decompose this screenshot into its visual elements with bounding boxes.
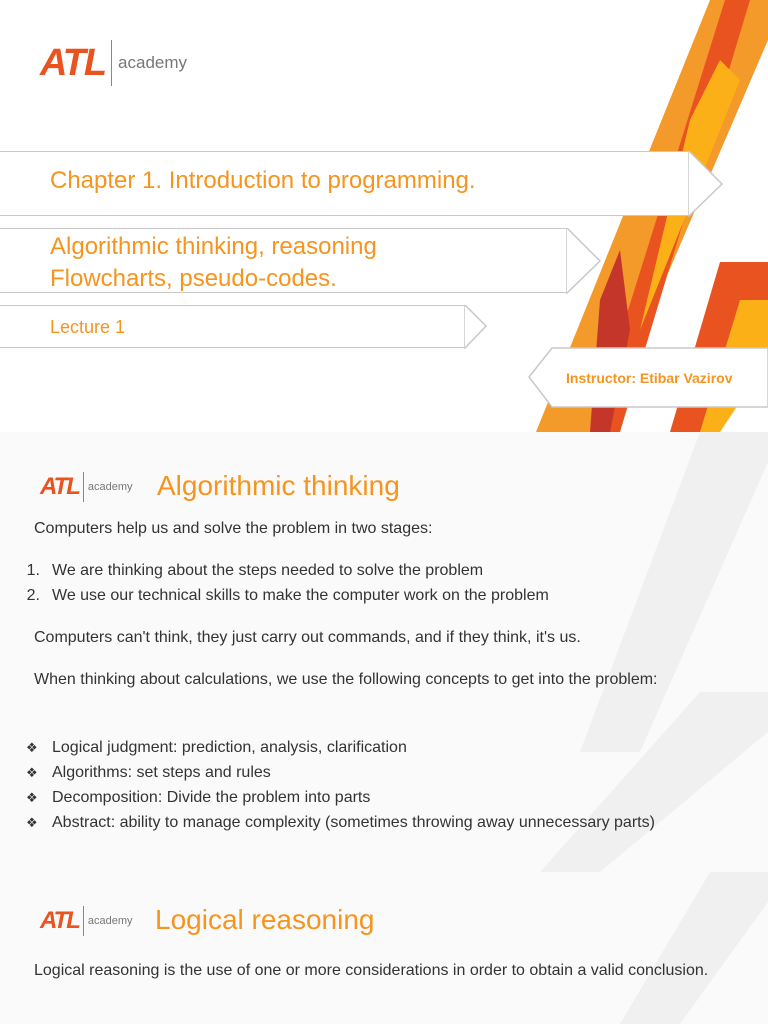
logo-mark: ATL <box>40 41 106 84</box>
item-text: Logical judgment: prediction, analysis, clarification <box>52 739 407 756</box>
logo-word: academy <box>87 915 133 927</box>
list-item <box>14 558 549 583</box>
title-slide <box>0 0 768 432</box>
list-item <box>14 583 549 608</box>
intro-text: Computers help us and solve the problem in two stages: <box>34 520 433 537</box>
heading-algorithmic-thinking: Algorithmic thinking <box>157 470 400 501</box>
topic-banner <box>0 228 568 293</box>
item-number: 1. <box>26 562 40 579</box>
content-slide <box>0 432 768 1024</box>
lecture-banner <box>0 305 466 348</box>
logo-word: academy <box>118 53 188 72</box>
list-item <box>14 785 714 810</box>
topic-line-1: Algorithmic thinking, reasoning <box>50 233 377 260</box>
instructor-name: Instructor: Etibar Vazirov <box>566 370 733 386</box>
item-text: We are thinking about the steps needed to solve the problem <box>52 562 484 579</box>
atl-academy-logo <box>40 40 187 86</box>
item-text: Abstract: ability to manage complexity (sometimes throwing away unnecessary parts) <box>52 814 655 831</box>
item-text: We use our technical skills to make the computer work on the problem <box>52 587 549 604</box>
steps-list <box>14 558 549 608</box>
list-item <box>14 735 714 760</box>
logo-word: academy <box>87 481 133 493</box>
lecture-label: Lecture 1 <box>50 317 126 337</box>
diamond-bullet-icon: ❖ <box>26 815 38 830</box>
heading-logical-reasoning: Logical reasoning <box>155 904 375 935</box>
chapter-banner <box>0 151 690 216</box>
topic-line-2: Flowcharts, pseudo-codes. <box>50 265 337 292</box>
logo-divider <box>111 40 112 86</box>
chapter-title: Chapter 1. Introduction to programming. <box>50 167 476 194</box>
paragraph: Logical reasoning is the use of one or more considerations in order to obtain a valid conclusion. <box>34 962 709 979</box>
logo-divider <box>83 472 84 502</box>
list-item <box>14 810 714 835</box>
atl-academy-logo-small <box>40 472 133 502</box>
paragraph: Computers can't think, they just carry out commands, and if they think, it's us. <box>34 629 581 646</box>
logo-mark: ATL <box>40 907 79 934</box>
diamond-bullet-icon: ❖ <box>26 790 38 805</box>
list-item <box>14 760 714 785</box>
logo-divider <box>83 906 84 936</box>
concepts-list <box>14 735 714 835</box>
diamond-bullet-icon: ❖ <box>26 765 38 780</box>
paragraph: When thinking about calculations, we use the following concepts to get into the problem: <box>34 671 658 688</box>
diamond-bullet-icon: ❖ <box>26 740 38 755</box>
instructor-banner <box>528 347 768 407</box>
item-text: Decomposition: Divide the problem into parts <box>52 789 371 806</box>
item-number: 2. <box>26 587 40 604</box>
item-text: Algorithms: set steps and rules <box>52 764 271 781</box>
atl-academy-logo-small <box>40 906 133 936</box>
logo-mark: ATL <box>40 473 79 500</box>
